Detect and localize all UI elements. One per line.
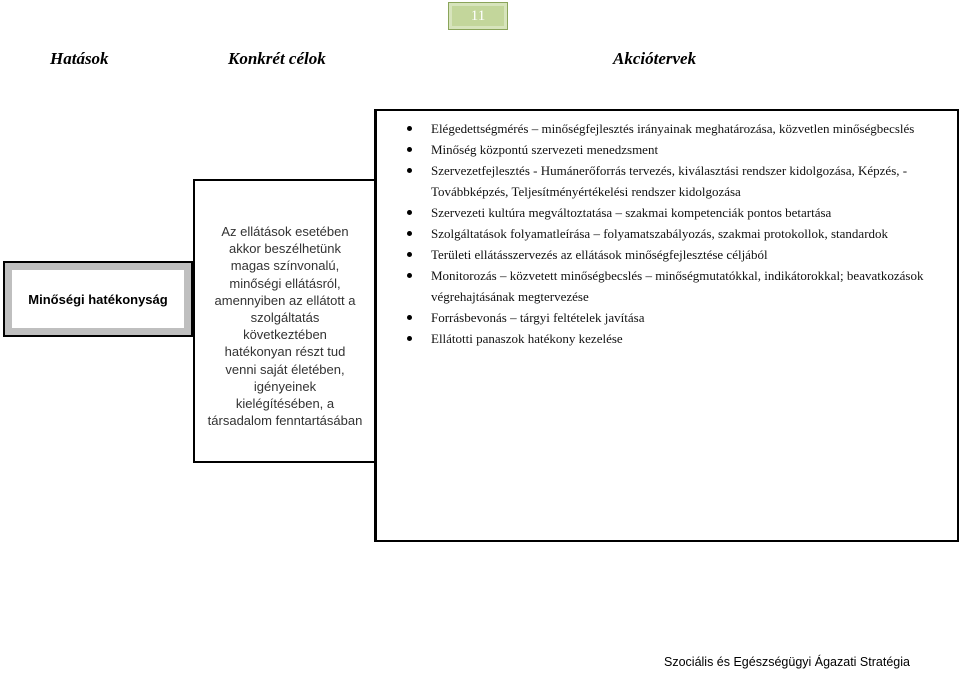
goal-line: társadalom fenntartásában — [207, 413, 363, 429]
goal-line: szolgáltatás — [250, 310, 320, 326]
goal-line: következtében — [243, 327, 327, 343]
goal-line: kielégítésében, a — [235, 396, 335, 412]
action-item: Monitorozás – közvetett minőségbecslés – minőségmutatókkal, indikátorokkal; beavatkozások végrehajtásának megtervezése — [431, 265, 949, 307]
goal-box — [193, 179, 379, 463]
action-item: Szolgáltatások folyamatleírása – folyamatszabályozás, szakmai protokollok, standardok — [431, 223, 949, 244]
action-item: Szervezeti kultúra megváltoztatása – szakmai kompetenciák pontos betartása — [431, 202, 949, 223]
action-item: Forrásbevonás – tárgyi feltételek javítása — [431, 307, 949, 328]
action-list — [431, 118, 949, 349]
goal-line: igényeinek — [253, 378, 317, 394]
header-hatasok: Hatások — [50, 49, 109, 68]
action-item: Szervezetfejlesztés - Humánerőforrás tervezés, kiválasztási rendszer kidolgozása, Képzés, - Továbbképzés, Teljesítményértékelési rendszer kidolgozása — [431, 160, 949, 202]
impact-box — [3, 261, 193, 337]
goal-line: minőségi ellátásról, — [229, 275, 341, 291]
goal-line: Az ellátások esetében — [221, 224, 349, 239]
goal-line: magas színvonalú, — [230, 258, 340, 274]
goal-line: akkor beszélhetünk — [228, 241, 341, 257]
impact-label: Minőségi hatékonyság — [12, 270, 184, 328]
page-number: 11 — [448, 2, 508, 30]
actions-box — [374, 109, 959, 542]
goal-text — [195, 223, 375, 429]
goal-line: venni saját életében, — [225, 361, 345, 377]
action-item: Ellátotti panaszok hatékony kezelése — [431, 328, 949, 349]
footer-title: Szociális és Egészségügyi Ágazati Stratégia — [664, 655, 910, 669]
action-item: Elégedettségmérés – minőségfejlesztés irányainak meghatározása, közvetlen minőségbecslés — [431, 118, 949, 139]
header-konkret-celok: Konkrét célok — [228, 49, 326, 68]
goal-line: amennyiben az ellátott a — [214, 292, 356, 308]
goal-line: hatékonyan részt tud — [224, 344, 346, 360]
header-akciotervek: Akciótervek — [613, 49, 697, 68]
action-item: Minőség központú szervezeti menedzsment — [431, 139, 949, 160]
action-item: Területi ellátásszervezés az ellátások minőségfejlesztése céljából — [431, 244, 949, 265]
